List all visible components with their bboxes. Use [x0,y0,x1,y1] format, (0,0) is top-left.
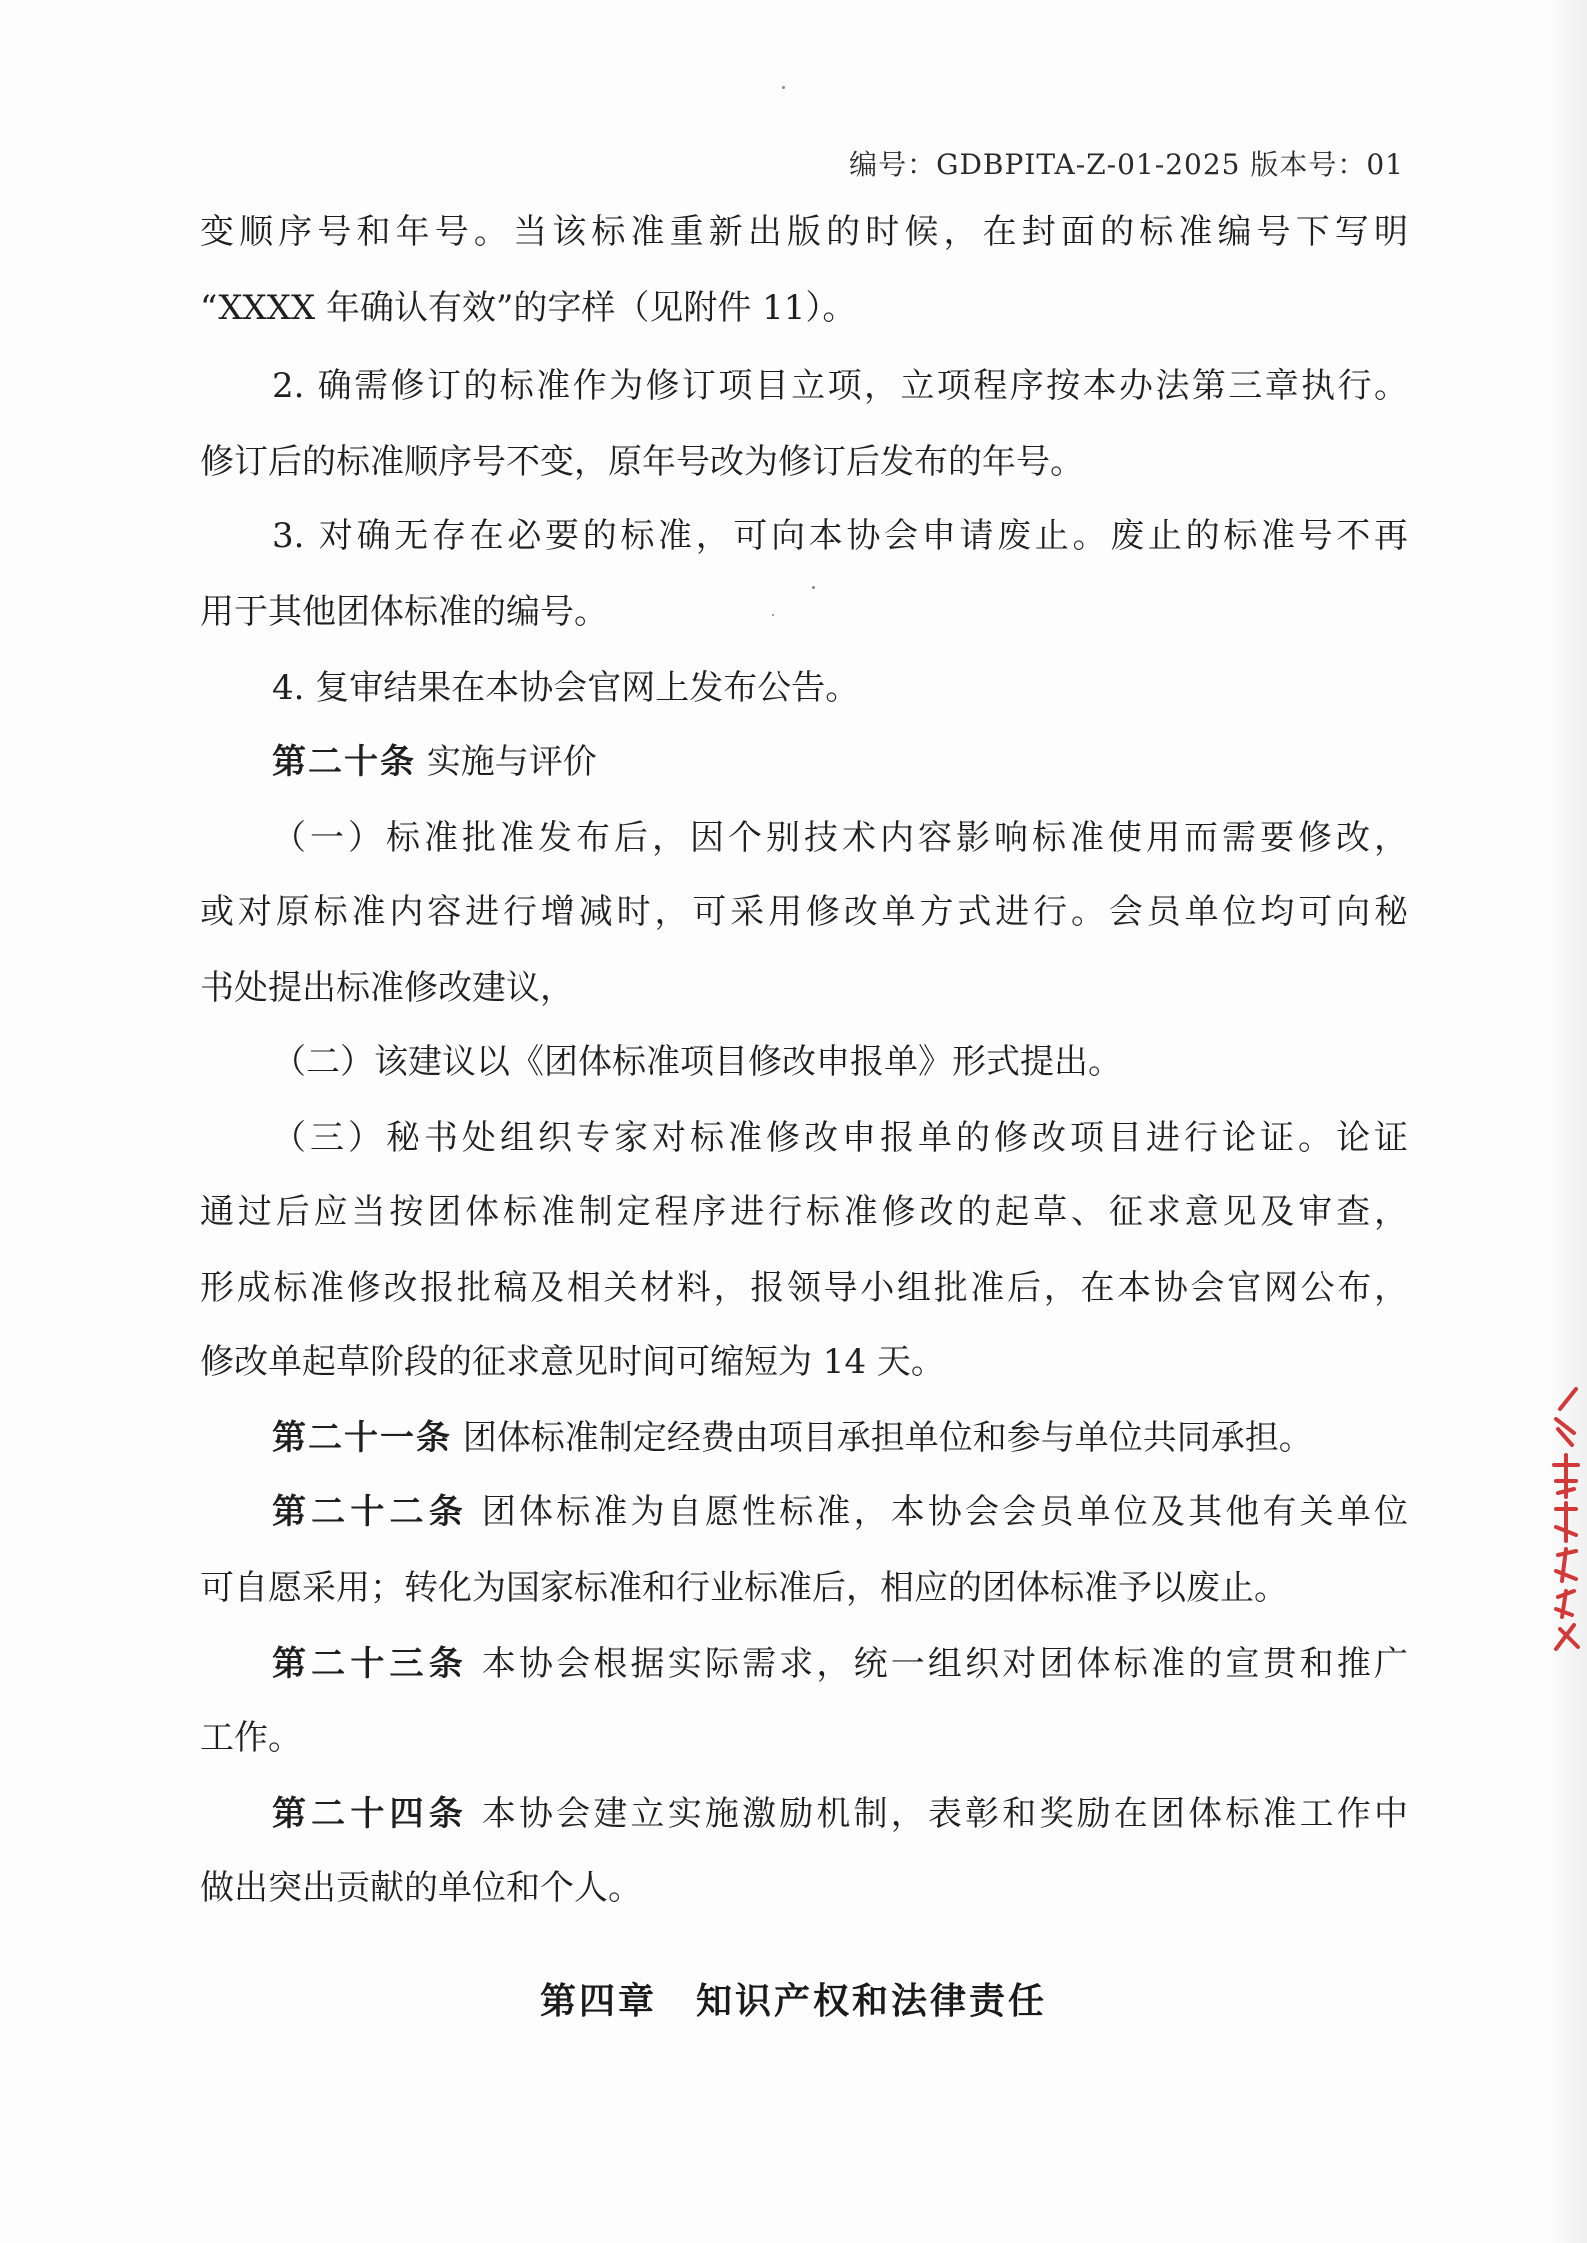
scan-speck [782,86,785,89]
chapter-title: 第四章 知识产权和法律责任 [539,1981,1047,2022]
body-line: 变顺序号和年号。当该标准重新出版的时候，在封面的标准编号下写明 [200,212,1408,252]
body-line: 3. 对确无存在必要的标准，可向本协会申请废止。废止的标准号不再 [272,516,1408,556]
document-number: 编号：GDBPITA-Z-01-2025 版本号：01 [849,148,1404,181]
article-text: 实施与评价 [426,742,597,782]
article-21-line [272,1414,1408,1462]
body-line: （一）标准批准发布后，因个别技术内容影响标准使用而需要修改， [272,818,1408,858]
body-line: 可自愿采用；转化为国家标准和行业标准后，相应的团体标准予以废止。 [200,1568,1288,1608]
article-text: 团体标准为自愿性标准，本协会会员单位及其他有关单位 [481,1492,1408,1532]
body-line: 用于其他团体标准的编号。 [200,592,608,632]
article-heading: 第二十四条 [272,1794,468,1834]
article-24-line [272,1790,1408,1838]
body-line: 书处提出标准修改建议， [200,968,574,1008]
article-20-line [272,738,1408,786]
body-line: 2. 确需修订的标准作为修订项目立项，立项程序按本办法第三章执行。 [272,366,1408,406]
body-line: 或对原标准内容进行增减时，可采用修改单方式进行。会员单位均可向秘 [200,892,1408,932]
article-22-line [272,1488,1408,1536]
body-line: （三）秘书处组织专家对标准修改申报单的修改项目进行论证。论证 [272,1118,1408,1158]
article-heading: 第二十条 [272,742,416,782]
body-line: 形成标准修改报批稿及相关材料，报领导小组批准后，在本协会官网公布， [200,1268,1408,1308]
article-heading: 第二十三条 [272,1644,468,1684]
article-heading: 第二十二条 [272,1492,468,1532]
seal-stamp-fragment [1548,1385,1584,1655]
scan-edge-shadow [1547,0,1587,2243]
body-line: 工作。 [200,1718,302,1758]
body-line: “XXXX 年确认有效”的字样（见附件 11）。 [200,288,857,328]
body-line: 修改单起草阶段的征求意见时间可缩短为 14 天。 [200,1342,945,1382]
body-line: 4. 复审结果在本协会官网上发布公告。 [272,668,860,708]
body-line: 做出突出贡献的单位和个人。 [200,1868,642,1908]
body-line: 通过后应当按团体标准制定程序进行标准修改的起草、征求意见及审查， [200,1192,1408,1232]
article-text: 团体标准制定经费由项目承担单位和参与单位共同承担。 [462,1418,1313,1458]
article-text: 本协会根据实际需求，统一组织对团体标准的宣贯和推广 [481,1644,1408,1684]
body-line: （二）该建议以《团体标准项目修改申报单》形式提出。 [272,1042,1122,1082]
article-heading: 第二十一条 [272,1418,452,1458]
article-text: 本协会建立实施激励机制，表彰和奖励在团体标准工作中 [481,1794,1408,1834]
body-line: 修订后的标准顺序号不变，原年号改为修订后发布的年号。 [200,442,1084,482]
article-23-line [272,1640,1408,1688]
